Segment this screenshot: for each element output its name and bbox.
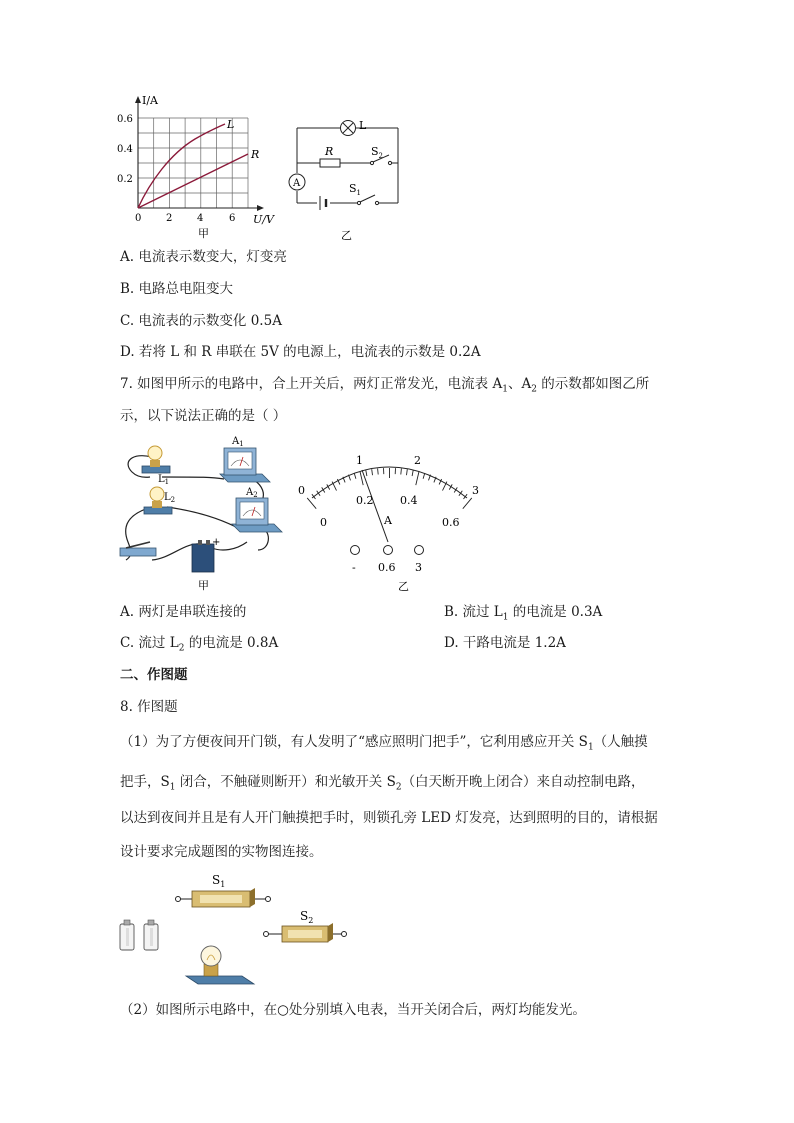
a1-label: $A_1$ (232, 436, 244, 448)
graph-caption: 甲 (198, 227, 209, 240)
q7-circuit-figure (112, 432, 292, 594)
knife-switch-icon (120, 542, 156, 556)
q7-option-c: C. 流过 $L_2$ 的电流是 0.8A (120, 635, 279, 654)
switch2-label: $S_2$ (371, 145, 384, 160)
upper-scale: 2 (414, 454, 421, 467)
battery-icon (192, 540, 214, 572)
curve-R (138, 154, 248, 208)
q8-title: 8. 作图题 (120, 699, 178, 715)
q7-option-a: A. 两灯是串联连接的 (120, 604, 247, 620)
circuit-caption: 乙 (341, 229, 352, 240)
upper-scale: 1 (356, 454, 363, 467)
x-axis-label: U/V (253, 213, 274, 226)
meter-unit: A (384, 514, 392, 527)
q8-p1-line3: 以达到夜间并且是有人开门触摸把手时，则锁孔旁 LED 灯发亮，达到照明的目的，请根据 (120, 810, 658, 826)
lower-scale: 0.4 (400, 494, 418, 507)
lower-scale: 0.2 (356, 494, 374, 507)
upper-scale: 3 (472, 484, 479, 497)
q8-components-figure (112, 868, 362, 993)
switch-s1-icon (176, 888, 271, 907)
lamp-label: L (359, 119, 367, 132)
x-tick: 2 (166, 213, 173, 224)
terminal-neg (351, 546, 360, 555)
x-tick: 4 (197, 213, 204, 224)
switch1-label: $S_1$ (349, 182, 362, 197)
ammeter-a2-icon (232, 498, 282, 532)
ammeter-a1-icon (220, 448, 270, 482)
battery-plus-label: + (212, 537, 221, 548)
bulb-icon (186, 946, 254, 984)
q6-option-a: A. 电流表示数变大，灯变亮 (120, 249, 287, 265)
curve-L (138, 124, 225, 208)
q6-option-b: B. 电路总电阻变大 (120, 281, 234, 297)
y-tick: 0.4 (117, 144, 133, 155)
terminal-label: - (352, 561, 356, 574)
lamp-l1-icon (142, 446, 170, 473)
q8-p1-line4: 设计要求完成题图的实物图连接。 (120, 844, 323, 860)
q8-p1-line2: 把手，$S_1$ 闭合，不触碰则断开）和光敏开关 $S_2$（白天断开晚上闭合）来自动控制电路， (120, 774, 645, 793)
resistor-label: R (325, 145, 334, 158)
circuit-diagram-top (283, 115, 408, 240)
x-tick: 6 (229, 213, 236, 224)
a2-label: $A_2$ (246, 487, 258, 499)
upper-scale: 0 (298, 484, 305, 497)
lower-scale: 0.6 (442, 516, 460, 529)
q7-meter-dial (292, 446, 487, 594)
y-tick: 0.2 (117, 174, 133, 185)
svg-text:A: A (293, 178, 301, 189)
q8-p2: （2）如图所示电路中，在○处分别填入电表，当开关闭合后，两灯均能发光。 (120, 1002, 586, 1018)
terminal-3 (415, 546, 424, 555)
q7-option-d: D. 干路电流是 1.2A (444, 635, 566, 651)
lamp-icon (341, 121, 356, 136)
curve-L-label: L (227, 118, 235, 131)
iu-graph (115, 92, 290, 242)
terminal-label: 0.6 (378, 561, 396, 574)
q7-circuit-caption: 甲 (198, 579, 209, 592)
section-heading: 二、作图题 (120, 667, 188, 683)
q7-option-b: B. 流过 $L_1$ 的电流是 0.3A (444, 604, 603, 623)
battery-icon (144, 920, 158, 950)
l2-label: $L_2$ (164, 492, 176, 504)
q6-option-c: C. 电流表的示数变化 0.5A (120, 313, 282, 329)
q7-stem-line1: 7. 如图甲所示的电路中，合上开关后，两灯正常发光，电流表 $A_1$、$A_2$ 的示数都如图乙所 (120, 376, 650, 395)
ammeter-icon (289, 174, 305, 190)
terminal-06 (384, 546, 393, 555)
curve-R-label: R (251, 148, 260, 161)
y-axis-label: I/A (142, 94, 158, 107)
battery-icon (120, 920, 134, 950)
s1-label: $S_1$ (212, 873, 226, 889)
lower-scale: 0 (320, 516, 327, 529)
x-tick: 0 (135, 213, 142, 224)
q7-stem-line2: 示，以下说法正确的是（ ） (120, 408, 287, 424)
s2-label: $S_2$ (300, 909, 314, 925)
y-tick: 0.6 (117, 114, 133, 125)
l1-label: $L_1$ (158, 474, 170, 486)
switch-s2-icon (264, 923, 347, 942)
q6-option-d: D. 若将 L 和 R 串联在 5V 的电源上，电流表的示数是 0.2A (120, 344, 481, 360)
meter-caption: 乙 (398, 580, 409, 593)
q8-p1-line1: （1）为了方便夜间开门锁，有人发明了“感应照明门把手”，它利用感应开关 $S_1$（人触摸 (120, 734, 648, 753)
terminal-label: 3 (415, 561, 422, 574)
